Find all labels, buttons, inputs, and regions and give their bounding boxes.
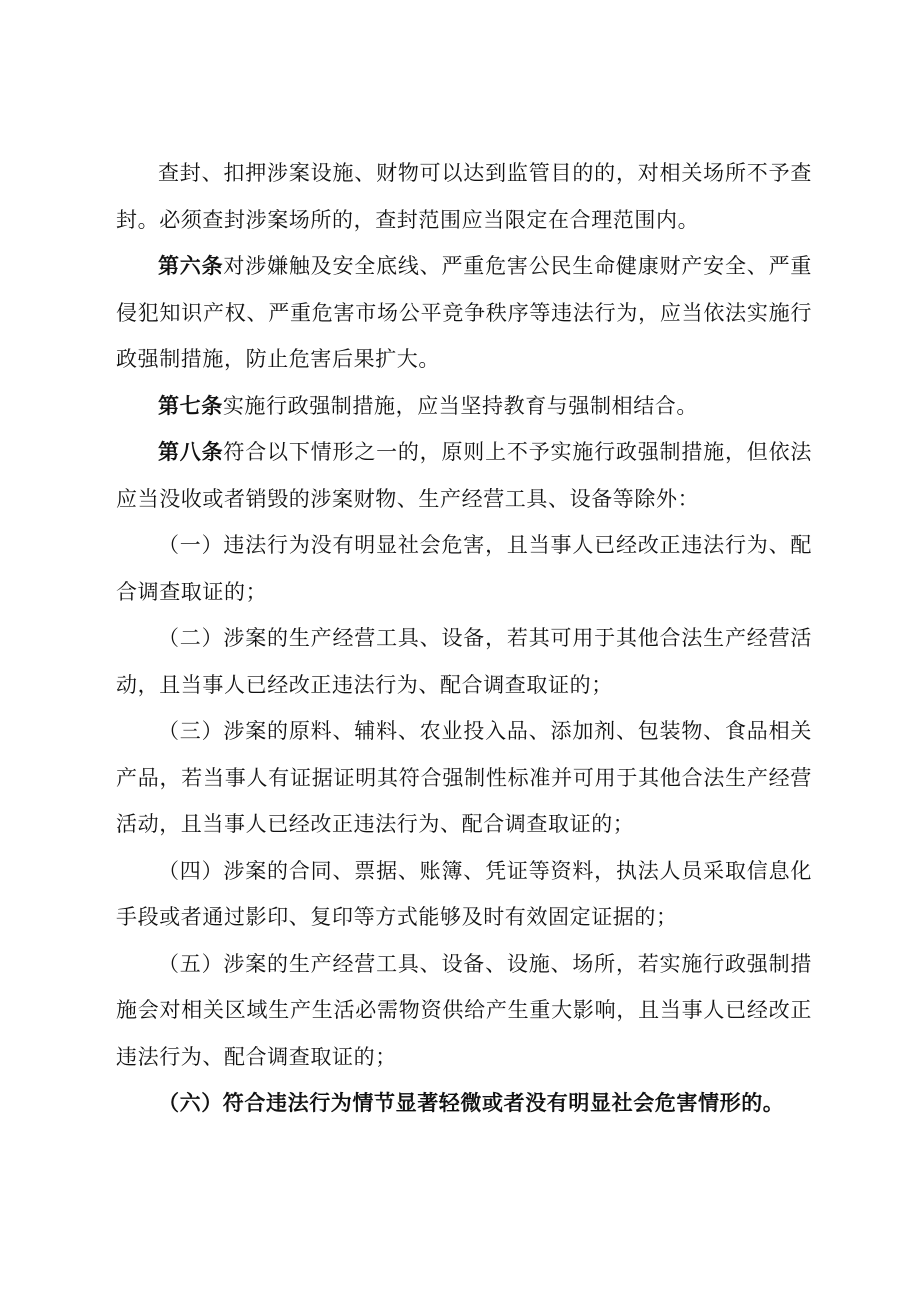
article-8-item-5 [116, 941, 812, 1081]
article-6-heading: 第六条 [158, 253, 224, 278]
paragraph-seizure-scope [116, 150, 812, 243]
article-8-heading: 第八条 [158, 439, 224, 464]
article-7-text: 实施行政强制措施，应当坚持教育与强制相结合。 [222, 393, 699, 418]
article-8-item-4 [116, 848, 812, 941]
item-text: （二）涉案的生产经营工具、设备，若其可用于其他合法生产经营活动，且当事人已经改正违法行为、配合调查取证的； [116, 626, 812, 697]
article-8-item-3 [116, 708, 812, 848]
item-text: （四）涉案的合同、票据、账簿、凭证等资料，执法人员采取信息化手段或者通过影印、复印等方式能够及时有效固定证据的； [116, 858, 812, 929]
article-6-text: 对涉嫌触及安全底线、严重危害公民生命健康财产安全、严重侵犯知识产权、严重危害市场公平竞争秩序等违法行为，应当依法实施行政强制措施，防止危害后果扩大。 [116, 254, 812, 371]
item-text: （五）涉案的生产经营工具、设备、设施、场所，若实施行政强制措施会对相关区域生产生活必需物资供给产生重大影响，且当事人已经改正违法行为、配合调查取证的； [116, 951, 812, 1069]
paragraph-text: 查封、扣押涉案设施、财物可以达到监管目的的，对相关场所不予查封。必须查封涉案场所的，查封范围应当限定在合理范围内。 [116, 161, 812, 232]
article-8 [116, 429, 812, 522]
article-7-heading: 第七条 [158, 392, 223, 418]
document-body [116, 150, 812, 1127]
article-8-item-2 [116, 615, 812, 708]
item-text: （六）符合违法行为情节显著轻微或者没有明显社会危害情形的。 [158, 1090, 785, 1115]
article-7 [116, 383, 812, 430]
article-8-text: 符合以下情形之一的，原则上不予实施行政强制措施，但依法应当没收或者销毁的涉案财物、生产经营工具、设备等除外： [116, 440, 812, 511]
article-6 [116, 243, 812, 383]
article-8-item-1 [116, 522, 812, 615]
item-text: （三）涉案的原料、辅料、农业投入品、添加剂、包装物、食品相关产品，若当事人有证据证明其符合强制性标准并可用于其他合法生产经营活动，且当事人已经改正违法行为、配合调查取证的； [116, 719, 812, 836]
item-text: （一）违法行为没有明显社会危害，且当事人已经改正违法行为、配合调查取证的； [116, 533, 812, 604]
article-8-item-6 [116, 1080, 812, 1127]
